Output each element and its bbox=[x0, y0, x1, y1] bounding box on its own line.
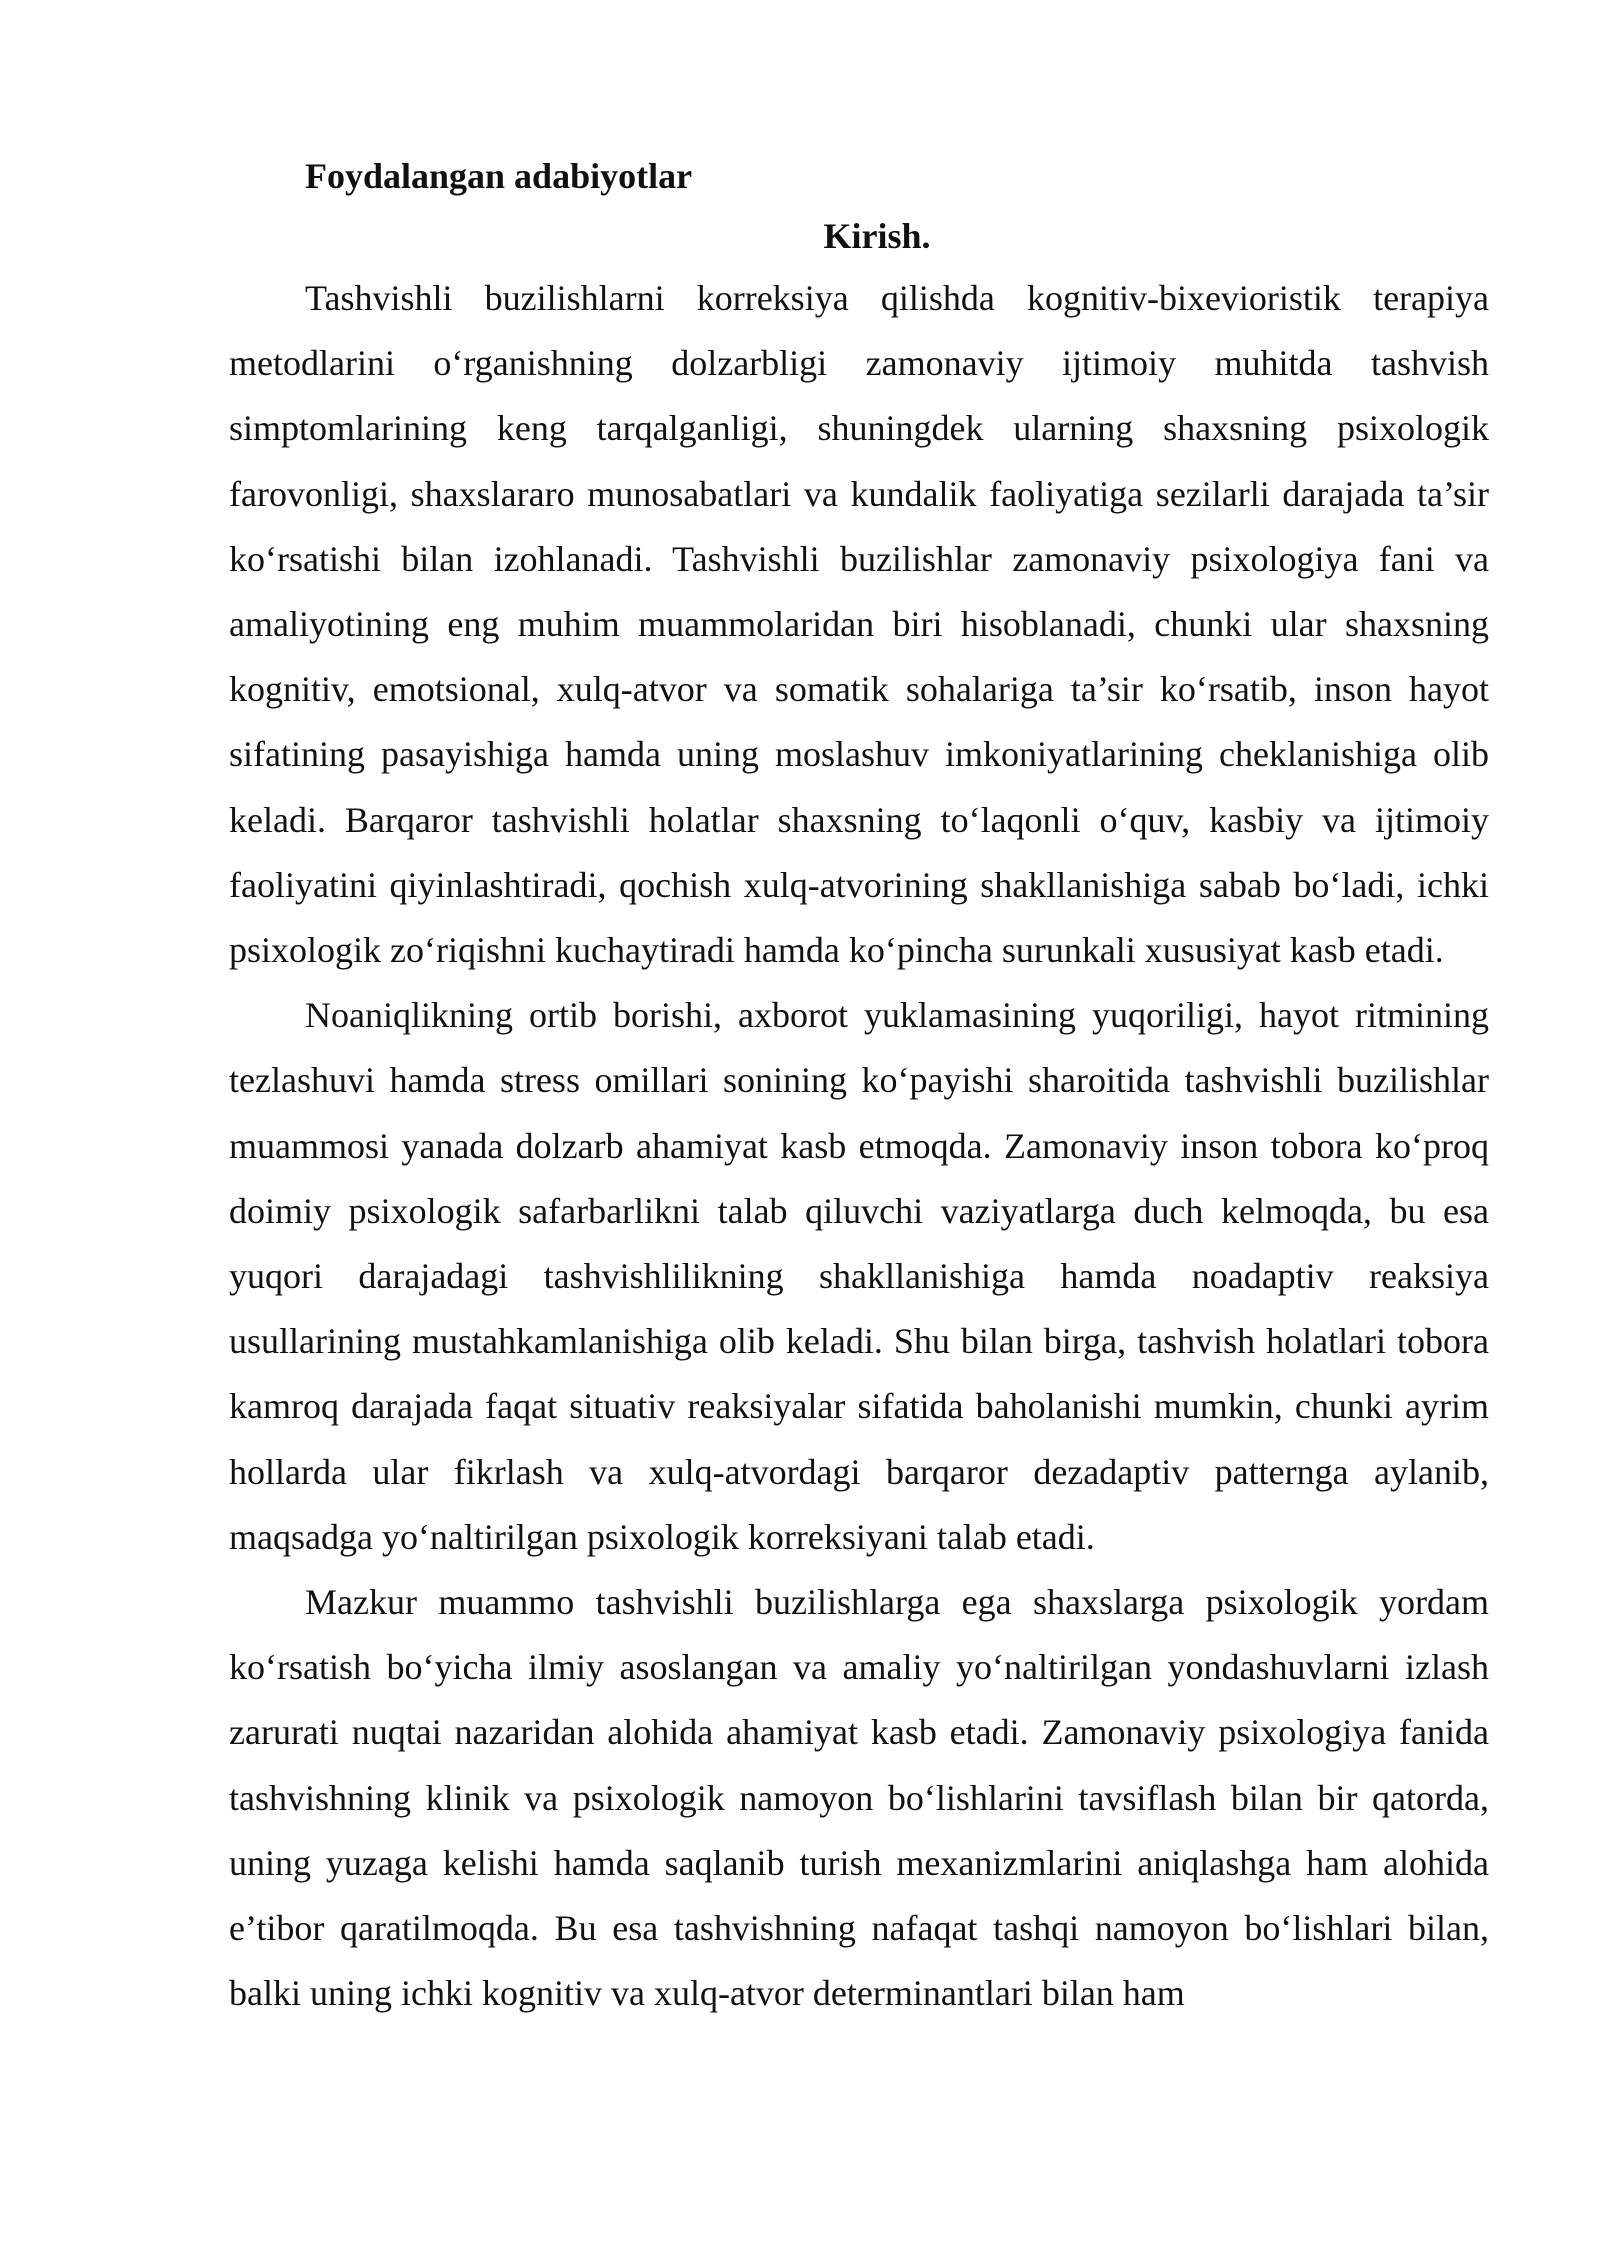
paragraph-2: Noaniqlikning ortib borishi, axborot yuklamasining yuqoriligi, hayot ritmining tezlashuvi hamda stress omillari sonining ko‘payishi sharoitida tashvishli buzilishlar muammosi yanada dolzarb ahamiyat kasb etmoqda. Zamonaviy inson tobora ko‘proq doimiy psixologik safarbarlikni talab qiluvchi vaziyatlarga duch kelmoqda, bu esa yuqori darajadagi tashvishlilikning shakllanishiga hamda noadaptiv reaksiya usullarining mustahkamlanishiga olib keladi. Shu bilan birga, tashvish holatlari tobora kamroq darajada faqat situativ reaksiyalar sifatida baholanishi mumkin, chunki ayrim hollarda ular fikrlash va xulq-atvordagi barqaror dezadaptiv patternga aylanib, maqsadga yo‘naltirilgan psixologik korreksiyani talab etadi. bbox=[229, 995, 1489, 1557]
chapter-title: Kirish. bbox=[823, 216, 931, 256]
section-title: Foydalangan adabiyotlar bbox=[305, 156, 693, 196]
page-content bbox=[229, 146, 1489, 2026]
paragraph-3: Mazkur muammo tashvishli buzilishlarga ega shaxslarga psixologik yordam ko‘rsatish bo‘yicha ilmiy asoslangan va amaliy yo‘naltirilgan yondashuvlarni izlash zarurati nuqtai nazaridan alohida ahamiyat kasb etadi. Zamonaviy psixologiya fanida tashvishning klinik va psixologik namoyon bo‘lishlarini tavsiflash bilan bir qatorda, uning yuzaga kelishi hamda saqlanib turish mexanizmlarini aniqlashga ham alohida e’tibor qaratilmoqda. Bu esa tashvishning nafaqat tashqi namoyon bo‘lishlari bilan, balki uning ichki kognitiv va xulq-atvor determinantlari bilan ham bbox=[229, 1582, 1489, 2014]
paragraph-1: Tashvishli buzilishlarni korreksiya qilishda kognitiv-bixevioristik terapiya metodlarini o‘rganishning dolzarbligi zamonaviy ijtimoiy muhitda tashvish simptomlarining keng tarqalganligi, shuningdek ularning shaxsning psixologik farovonligi, shaxslararo munosabatlari va kundalik faoliyatiga sezilarli darajada ta’sir ko‘rsatishi bilan izohlanadi. Tashvishli buzilishlar zamonaviy psixologiya fani va amaliyotining eng muhim muammolaridan biri hisoblanadi, chunki ular shaxsning kognitiv, emotsional, xulq-atvor va somatik sohalariga ta’sir ko‘rsatib, inson hayot sifatining pasayishiga hamda uning moslashuv imkoniyatlarining cheklanishiga olib keladi. Barqaror tashvishli holatlar shaxsning to‘laqonli o‘quv, kasbiy va ijtimoiy faoliyatini qiyinlashtiradi, qochish xulq-atvorining shakllanishiga sabab bo‘ladi, ichki psixologik zo‘riqishni kuchaytiradi hamda ko‘pincha surunkali xususiyat kasb etadi. bbox=[229, 278, 1489, 971]
